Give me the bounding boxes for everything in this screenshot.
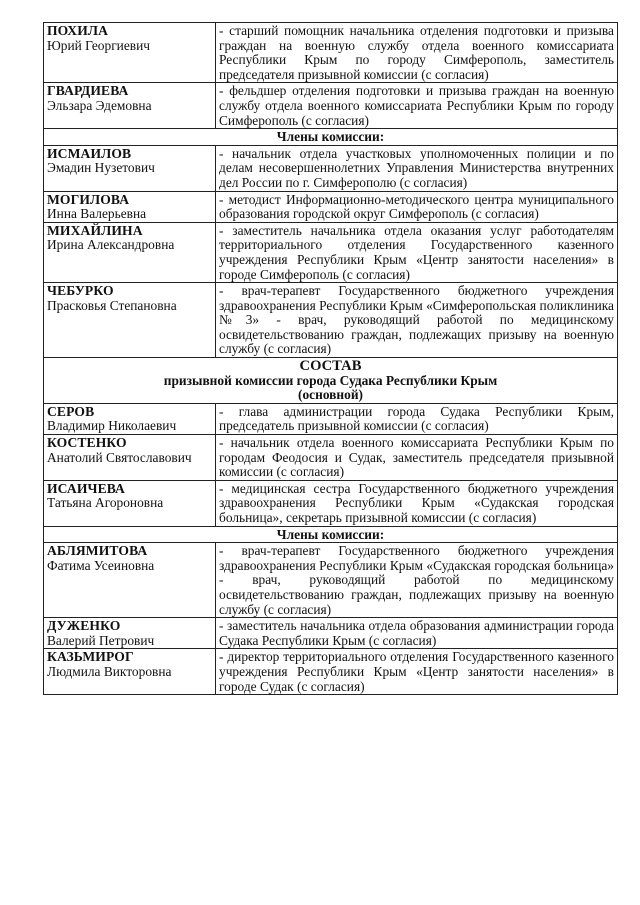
commission-table bbox=[43, 22, 618, 695]
person-given-name: Владимир Николаевич bbox=[47, 418, 177, 434]
table-row bbox=[44, 83, 618, 129]
person-name-cell bbox=[44, 145, 216, 191]
person-name-cell bbox=[44, 283, 216, 358]
person-given-name: Анатолий Святославович bbox=[47, 449, 192, 465]
person-name-cell bbox=[44, 649, 216, 695]
person-surname: ИСМАИЛОВ bbox=[47, 145, 132, 161]
person-surname: СЕРОВ bbox=[47, 403, 95, 419]
person-role-description: - начальник отдела военного комиссариата Республики Крым по городам Феодосия и Судак, заместитель председателя призывной комиссии (с согласия) bbox=[216, 435, 618, 481]
person-given-name: Эмадин Нузетович bbox=[47, 160, 155, 176]
person-name-cell bbox=[44, 403, 216, 434]
person-surname: МОГИЛОВА bbox=[47, 191, 130, 207]
table-row bbox=[44, 649, 618, 695]
person-role-description: - врач-терапевт Государственного бюджетного учреждения здравоохранения Республики Крым «Симферопольская поликлиника №3» - врач, руководящий работой по медицинскому освидетельствованию граждан, подлежащих призыву на военную службу (с согласия) bbox=[216, 283, 618, 358]
table-row bbox=[44, 222, 618, 282]
person-role-description: - старший помощник начальника отделения подготовки и призыва граждан на военную службу отдела военного комиссариата Республики Крым по городу Симферополь, заместитель председателя призывной комиссии (с согласия) bbox=[216, 23, 618, 83]
person-given-name: Ирина Александровна bbox=[47, 237, 175, 253]
person-given-name: Татьяна Агороновна bbox=[47, 495, 164, 511]
person-surname: ЧЕБУРКО bbox=[47, 283, 114, 299]
table-row bbox=[44, 543, 618, 618]
composition-kind: (основной) bbox=[298, 387, 363, 403]
table-row bbox=[44, 145, 618, 191]
person-surname: ИСАИЧЕВА bbox=[47, 480, 125, 496]
table-row bbox=[44, 23, 618, 83]
person-name-cell bbox=[44, 543, 216, 618]
person-given-name: Людмила Викторовна bbox=[47, 663, 172, 679]
person-role-description: - директор территориального отделения Государственного казенного учреждения Республики Крым «Центр занятости населения» в городе Судак (с согласия) bbox=[216, 649, 618, 695]
person-name-cell bbox=[44, 23, 216, 83]
person-name-cell bbox=[44, 618, 216, 649]
person-name-cell bbox=[44, 83, 216, 129]
section-row bbox=[44, 526, 618, 543]
person-role-description: - медицинская сестра Государственного бюджетного учреждения здравоохранения Республики Крым «Судакская городская больница», секретарь призывной комиссии (с согласия) bbox=[216, 480, 618, 526]
section-heading-members: Члены комиссии: bbox=[44, 526, 618, 543]
table-row bbox=[44, 618, 618, 649]
person-role-description: - заместитель начальника отдела оказания услуг работодателям территориального отделения Государственного казенного учреждения Республики Крым «Центр занятости населения» в городе Симферополь (с согласия) bbox=[216, 222, 618, 282]
person-given-name: Юрий Георгиевич bbox=[47, 37, 151, 53]
person-surname: КОСТЕНКО bbox=[47, 435, 127, 451]
person-given-name: Валерий Петрович bbox=[47, 632, 155, 648]
person-surname: АБЛЯМИТОВА bbox=[47, 543, 148, 559]
composition-subtitle: призывной комиссии города Судака Республики Крым bbox=[163, 372, 498, 388]
composition-title: СОСТАВ bbox=[299, 358, 362, 375]
person-role-description: - фельдшер отделения подготовки и призыва граждан на военную службу отдела военного комиссариата Республики Крым по городу Симферополь (с согласия) bbox=[216, 83, 618, 129]
person-surname: МИХАЙЛИНА bbox=[47, 222, 143, 238]
person-name-cell bbox=[44, 222, 216, 282]
table-row bbox=[44, 191, 618, 222]
section-heading-members: Члены комиссии: bbox=[44, 129, 618, 146]
section-row bbox=[44, 129, 618, 146]
table-row bbox=[44, 283, 618, 358]
table-row bbox=[44, 480, 618, 526]
table-row bbox=[44, 435, 618, 481]
person-given-name: Прасковья Степановна bbox=[47, 297, 177, 313]
person-surname: ДУЖЕНКО bbox=[47, 618, 121, 634]
person-role-description: - начальник отдела участковых уполномоченных полиции и по делам несовершеннолетних Управления Министерства внутренних дел России по г. Симферополю (с согласия) bbox=[216, 145, 618, 191]
person-name-cell bbox=[44, 480, 216, 526]
table-row bbox=[44, 403, 618, 434]
person-given-name: Инна Валерьевна bbox=[47, 206, 147, 222]
person-given-name: Фатима Усеиновна bbox=[47, 557, 155, 573]
person-role-description: - заместитель начальника отдела образования администрации города Судака Республики Крым (с согласия) bbox=[216, 618, 618, 649]
person-name-cell bbox=[44, 191, 216, 222]
person-surname: КАЗЬМИРОГ bbox=[47, 649, 134, 665]
document-page bbox=[43, 22, 617, 695]
composition-heading bbox=[44, 358, 618, 404]
person-surname: ГВАРДИЕВА bbox=[47, 83, 129, 99]
person-role-description: - врач-терапевт Государственного бюджетного учреждения здравоохранения Республики Крым «Судакская городская больница» - врач, руководящий работой по медицинскому освидетельствованию граждан, подлежащих призыву на военную службу (с согласия) bbox=[216, 543, 618, 618]
person-name-cell bbox=[44, 435, 216, 481]
person-surname: ПОХИЛА bbox=[47, 23, 109, 38]
composition-row bbox=[44, 358, 618, 404]
person-role-description: - глава администрации города Судака Республики Крым, председатель призывной комиссии (с согласия) bbox=[216, 403, 618, 434]
person-role-description: - методист Информационно-методического центра муниципального образования городской округ Симферополь (с согласия) bbox=[216, 191, 618, 222]
person-given-name: Эльзара Эдемовна bbox=[47, 97, 152, 113]
